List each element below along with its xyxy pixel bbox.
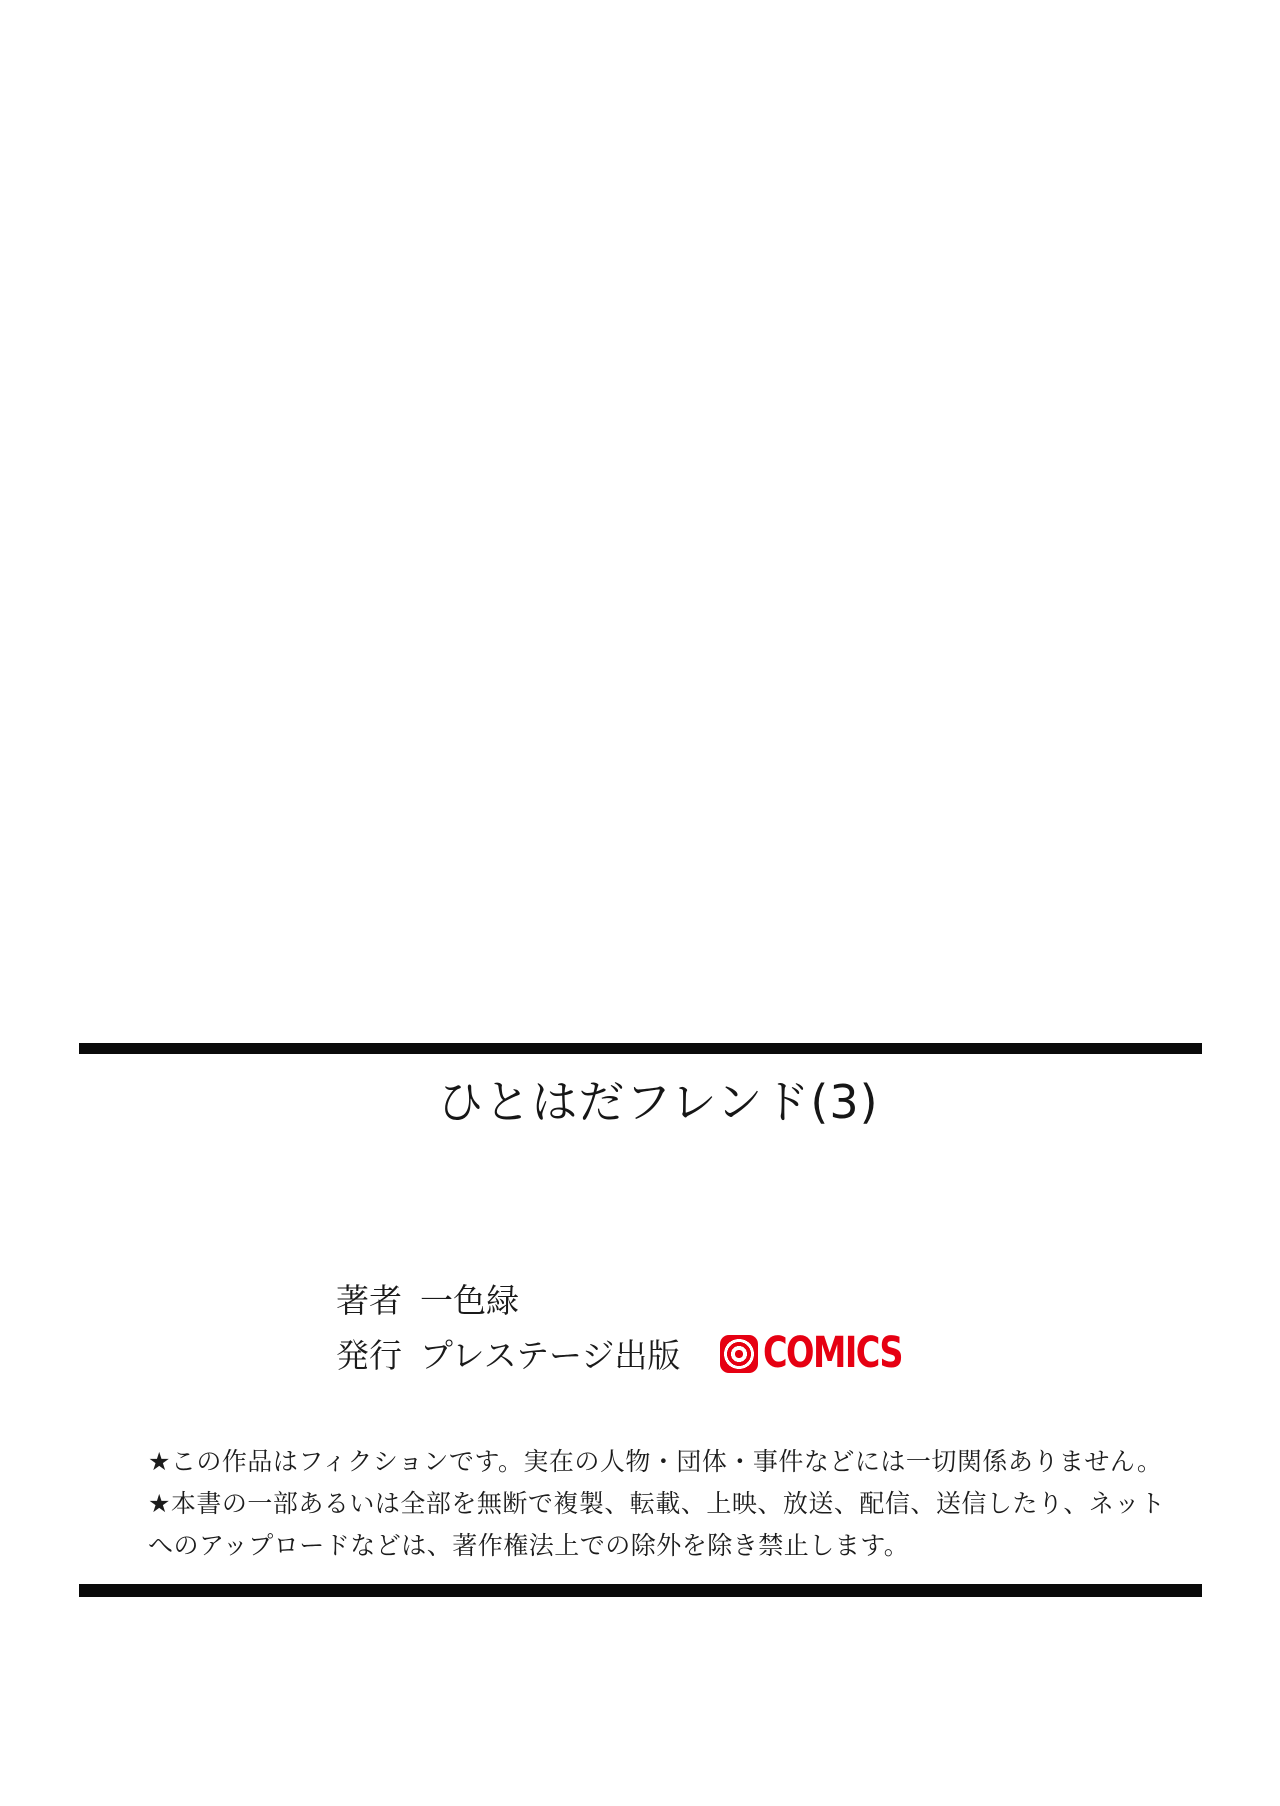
top-rule xyxy=(79,1043,1202,1054)
author-name: 一色緑 xyxy=(420,1281,519,1320)
publisher-name: プレステージ出版 xyxy=(420,1336,681,1375)
author-label: 著者 xyxy=(336,1281,402,1320)
disclaimer-line-3: へのアップロードなどは、著作権法上での除外を除き禁止します。 xyxy=(148,1531,910,1560)
publisher-label: 発行 xyxy=(336,1336,402,1375)
disclaimer-line-2: ★本書の一部あるいは全部を無断で複製、転載、上映、放送、配信、送信したり、ネット xyxy=(148,1489,1166,1518)
credits-block xyxy=(336,1271,942,1381)
disclaimer-line-1: ★この作品はフィクションです。実在の人物・団体・事件などには一切関係ありません。 xyxy=(148,1447,1163,1476)
comics-logo-text: COMICS xyxy=(763,1328,903,1378)
bullseye-icon xyxy=(720,1335,758,1373)
disclaimer-block xyxy=(148,1441,1166,1567)
prestige-comics-logo xyxy=(720,1328,941,1378)
author-row xyxy=(336,1271,942,1326)
book-title: ひとはだフレンド(3) xyxy=(437,1075,879,1129)
publisher-row xyxy=(336,1326,942,1381)
bottom-rule xyxy=(79,1584,1202,1597)
